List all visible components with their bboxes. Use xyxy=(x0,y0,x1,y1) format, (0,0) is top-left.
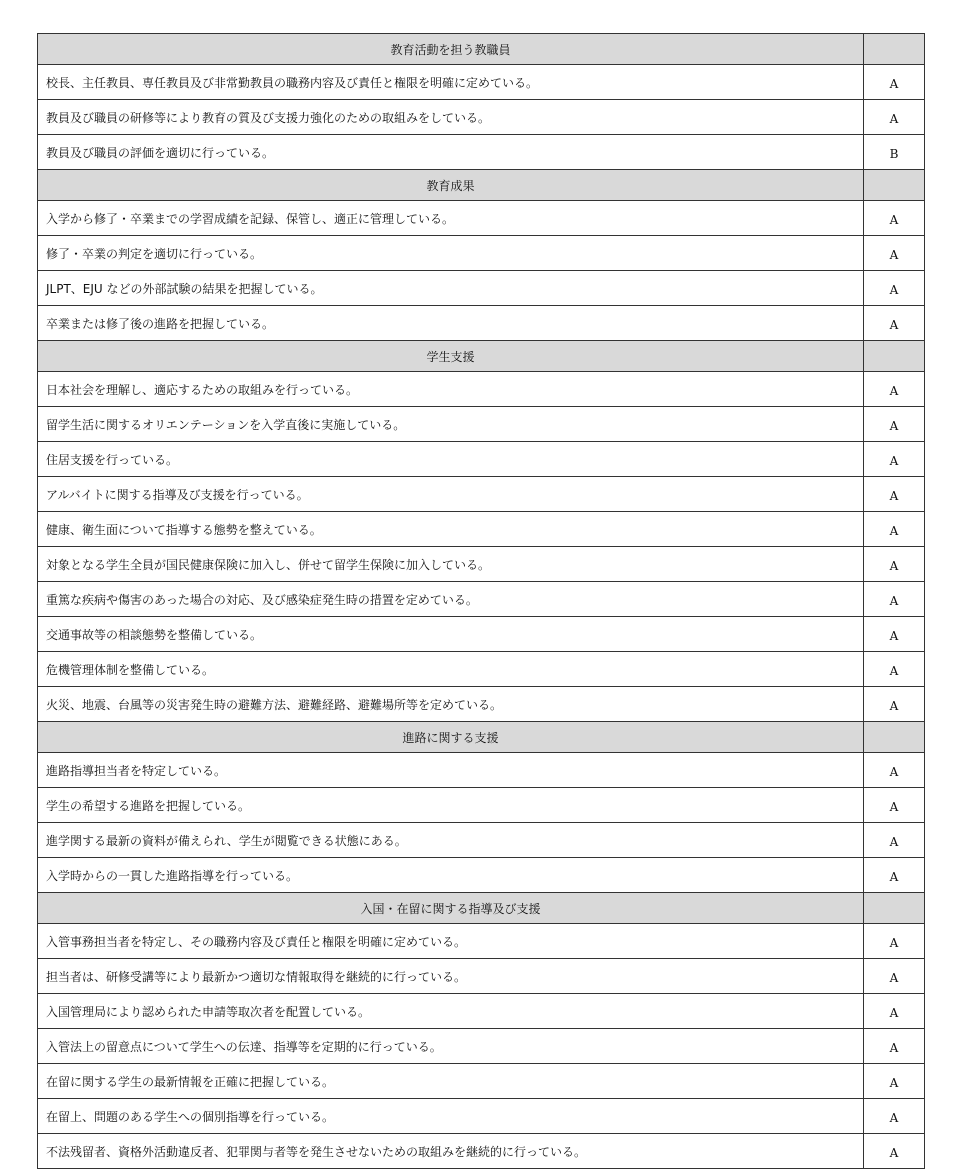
item-text: 健康、衛生面について指導する態勢を整えている。 xyxy=(38,512,864,547)
evaluation-table-body xyxy=(38,34,925,1169)
table-row xyxy=(38,652,925,687)
item-text: 卒業または修了後の進路を把握している。 xyxy=(38,306,864,341)
section-header-row xyxy=(38,341,925,372)
table-row xyxy=(38,1029,925,1064)
section-title: 入国・在留に関する指導及び支援 xyxy=(38,893,864,924)
section-header-row xyxy=(38,34,925,65)
item-text: 火災、地震、台風等の災害発生時の避難方法、避難経路、避難場所等を定めている。 xyxy=(38,687,864,722)
grade-cell: A xyxy=(864,788,925,823)
table-row xyxy=(38,687,925,722)
table-row xyxy=(38,100,925,135)
grade-cell: A xyxy=(864,617,925,652)
section-title: 教育活動を担う教職員 xyxy=(38,34,864,65)
grade-cell: A xyxy=(864,753,925,788)
item-text: 入管事務担当者を特定し、その職務内容及び責任と権限を明確に定めている。 xyxy=(38,924,864,959)
grade-cell: A xyxy=(864,306,925,341)
item-text: 入学時からの一貫した進路指導を行っている。 xyxy=(38,858,864,893)
grade-cell: A xyxy=(864,652,925,687)
grade-cell: A xyxy=(864,100,925,135)
item-text: 入国管理局により認められた申請等取次者を配置している。 xyxy=(38,994,864,1029)
grade-cell: A xyxy=(864,201,925,236)
table-row xyxy=(38,271,925,306)
item-text: 入管法上の留意点について学生への伝達、指導等を定期的に行っている。 xyxy=(38,1029,864,1064)
section-header-row xyxy=(38,893,925,924)
item-text: 在留上、問題のある学生への個別指導を行っている。 xyxy=(38,1099,864,1134)
section-title: 学生支援 xyxy=(38,341,864,372)
item-text: 教員及び職員の評価を適切に行っている。 xyxy=(38,135,864,170)
grade-cell: A xyxy=(864,512,925,547)
item-text: 進学関する最新の資料が備えられ、学生が閲覧できる状態にある。 xyxy=(38,823,864,858)
item-text: 重篤な疾病や傷害のあった場合の対応、及び感染症発生時の措置を定めている。 xyxy=(38,582,864,617)
grade-cell: A xyxy=(864,271,925,306)
table-row xyxy=(38,1134,925,1169)
table-row xyxy=(38,788,925,823)
item-text: 学生の希望する進路を把握している。 xyxy=(38,788,864,823)
table-row xyxy=(38,65,925,100)
grade-cell: A xyxy=(864,687,925,722)
table-row xyxy=(38,858,925,893)
table-row xyxy=(38,372,925,407)
section-grade-cell xyxy=(864,341,925,372)
grade-cell: A xyxy=(864,1064,925,1099)
section-title: 進路に関する支援 xyxy=(38,722,864,753)
grade-cell: A xyxy=(864,823,925,858)
table-row xyxy=(38,959,925,994)
grade-cell: A xyxy=(864,372,925,407)
table-row xyxy=(38,823,925,858)
table-row xyxy=(38,135,925,170)
section-grade-cell xyxy=(864,722,925,753)
grade-cell: A xyxy=(864,1029,925,1064)
grade-cell: A xyxy=(864,442,925,477)
grade-cell: A xyxy=(864,65,925,100)
table-row xyxy=(38,201,925,236)
table-row xyxy=(38,994,925,1029)
grade-cell: A xyxy=(864,407,925,442)
item-text: 交通事故等の相談態勢を整備している。 xyxy=(38,617,864,652)
table-row xyxy=(38,442,925,477)
item-text: 入学から修了・卒業までの学習成績を記録、保管し、適正に管理している。 xyxy=(38,201,864,236)
grade-cell: A xyxy=(864,959,925,994)
grade-cell: A xyxy=(864,858,925,893)
table-row xyxy=(38,1064,925,1099)
section-grade-cell xyxy=(864,170,925,201)
table-row xyxy=(38,236,925,271)
item-text: 住居支援を行っている。 xyxy=(38,442,864,477)
grade-cell: A xyxy=(864,1099,925,1134)
table-row xyxy=(38,753,925,788)
item-text: 危機管理体制を整備している。 xyxy=(38,652,864,687)
item-text: 不法残留者、資格外活動違反者、犯罪関与者等を発生させないための取組みを継続的に行っている。 xyxy=(38,1134,864,1169)
table-row xyxy=(38,617,925,652)
table-row xyxy=(38,1099,925,1134)
grade-cell: A xyxy=(864,994,925,1029)
section-header-row xyxy=(38,170,925,201)
grade-cell: A xyxy=(864,236,925,271)
grade-cell: A xyxy=(864,582,925,617)
section-header-row xyxy=(38,722,925,753)
table-row xyxy=(38,407,925,442)
grade-cell: A xyxy=(864,477,925,512)
item-text: 校長、主任教員、専任教員及び非常勤教員の職務内容及び責任と権限を明確に定めている。 xyxy=(38,65,864,100)
item-text: 修了・卒業の判定を適切に行っている。 xyxy=(38,236,864,271)
item-text: アルバイトに関する指導及び支援を行っている。 xyxy=(38,477,864,512)
item-text: 教員及び職員の研修等により教育の質及び支援力強化のための取組みをしている。 xyxy=(38,100,864,135)
item-text: 進路指導担当者を特定している。 xyxy=(38,753,864,788)
grade-cell: A xyxy=(864,1134,925,1169)
table-row xyxy=(38,512,925,547)
section-title: 教育成果 xyxy=(38,170,864,201)
table-row xyxy=(38,306,925,341)
item-text: 対象となる学生全員が国民健康保険に加入し、併せて留学生保険に加入している。 xyxy=(38,547,864,582)
item-text: 日本社会を理解し、適応するための取組みを行っている。 xyxy=(38,372,864,407)
table-row xyxy=(38,924,925,959)
evaluation-table xyxy=(37,33,925,1169)
section-grade-cell xyxy=(864,893,925,924)
section-grade-cell xyxy=(864,34,925,65)
table-row xyxy=(38,477,925,512)
item-text: 担当者は、研修受講等により最新かつ適切な情報取得を継続的に行っている。 xyxy=(38,959,864,994)
grade-cell: B xyxy=(864,135,925,170)
item-text: 在留に関する学生の最新情報を正確に把握している。 xyxy=(38,1064,864,1099)
table-row xyxy=(38,582,925,617)
item-text: JLPT、EJU などの外部試験の結果を把握している。 xyxy=(38,271,864,306)
grade-cell: A xyxy=(864,547,925,582)
table-row xyxy=(38,547,925,582)
item-text: 留学生活に関するオリエンテーションを入学直後に実施している。 xyxy=(38,407,864,442)
grade-cell: A xyxy=(864,924,925,959)
